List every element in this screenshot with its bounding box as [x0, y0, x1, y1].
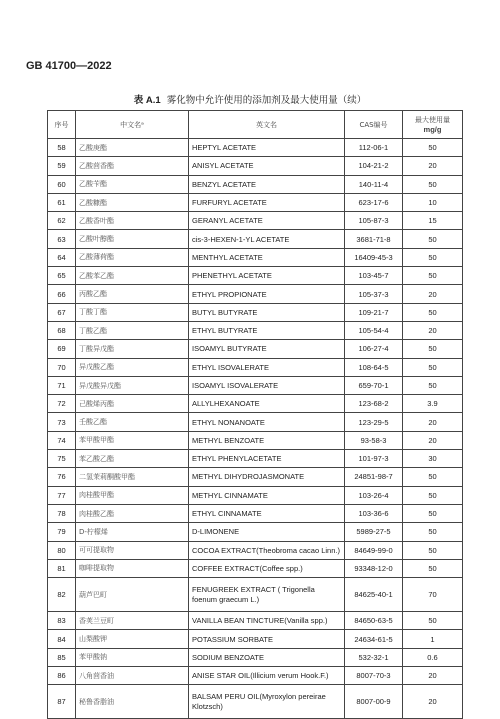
cell-no: 58 [48, 139, 76, 157]
cell-cas: 5989-27-5 [345, 523, 403, 541]
cell-max: 20 [403, 157, 463, 175]
cell-max: 50 [403, 303, 463, 321]
cell-cas: 140-11-4 [345, 175, 403, 193]
cell-max: 50 [403, 175, 463, 193]
cell-en: ETHYL CINNAMATE [189, 504, 345, 522]
cell-cn: 苯甲酸钠 [76, 648, 189, 666]
cell-max: 15 [403, 212, 463, 230]
cell-cas: 103-45-7 [345, 267, 403, 285]
cell-cas: 105-87-3 [345, 212, 403, 230]
column-header-no: 序号 [48, 111, 76, 139]
table-row [48, 139, 463, 157]
cell-max: 50 [403, 486, 463, 504]
table-row [48, 523, 463, 541]
standard-code: GB 41700—2022 [26, 60, 112, 72]
cell-no: 77 [48, 486, 76, 504]
cell-max: 30 [403, 450, 463, 468]
cell-en: ISOAMYL ISOVALERATE [189, 376, 345, 394]
cell-en: FENUGREEK EXTRACT ( Trigonella foenum graecum L.) [189, 578, 345, 612]
cell-cas: 8007-70-3 [345, 667, 403, 685]
cell-cn: 葫芦巴町 [76, 578, 189, 612]
cell-en: METHYL BENZOATE [189, 431, 345, 449]
cell-no: 74 [48, 431, 76, 449]
cell-max: 10 [403, 193, 463, 211]
cell-en: ETHYL ISOVALERATE [189, 358, 345, 376]
cell-en: cis-3-HEXEN-1-YL ACETATE [189, 230, 345, 248]
cell-max: 50 [403, 541, 463, 559]
cell-no: 67 [48, 303, 76, 321]
table-row [48, 541, 463, 559]
cell-cas: 93348-12-0 [345, 559, 403, 577]
cell-en: FURFURYL ACETATE [189, 193, 345, 211]
cell-cn: 异戊酸异戊酯 [76, 376, 189, 394]
cell-no: 69 [48, 340, 76, 358]
cell-max: 50 [403, 139, 463, 157]
cell-cn: 乙酸庚酯 [76, 139, 189, 157]
cell-max: 50 [403, 468, 463, 486]
table-body [48, 139, 463, 719]
cell-en: BALSAM PERU OIL(Myroxylon pereirae Klotzsch) [189, 685, 345, 719]
additives-table [47, 110, 463, 719]
cell-no: 87 [48, 685, 76, 719]
table-title: 雾化物中允许使用的添加剂及最大使用量（续） [166, 95, 367, 106]
cell-max: 20 [403, 667, 463, 685]
table-row [48, 230, 463, 248]
cell-no: 84 [48, 630, 76, 648]
cell-max: 50 [403, 248, 463, 266]
cell-no: 63 [48, 230, 76, 248]
cell-cn: 苯乙酸乙酯 [76, 450, 189, 468]
cell-en: MENTHYL ACETATE [189, 248, 345, 266]
cell-en: COFFEE EXTRACT(Coffee spp.) [189, 559, 345, 577]
table-row [48, 175, 463, 193]
cell-no: 64 [48, 248, 76, 266]
column-header-max-label: 最大使用量 [415, 116, 450, 124]
cell-no: 82 [48, 578, 76, 612]
column-header-max-unit: mg/g [423, 125, 442, 134]
column-header-cas: CAS编号 [345, 111, 403, 139]
cell-cas: 123-29-5 [345, 413, 403, 431]
cell-cn: 乙酸苯乙酯 [76, 267, 189, 285]
cell-cn: 乙酸苄酯 [76, 175, 189, 193]
table-header-row [48, 111, 463, 139]
cell-max: 20 [403, 321, 463, 339]
cell-en: ISOAMYL BUTYRATE [189, 340, 345, 358]
cell-no: 83 [48, 612, 76, 630]
cell-en: ALLYLHEXANOATE [189, 395, 345, 413]
cell-max: 3.9 [403, 395, 463, 413]
cell-en: ETHYL BUTYRATE [189, 321, 345, 339]
cell-no: 65 [48, 267, 76, 285]
cell-cn: 己酸烯丙酯 [76, 395, 189, 413]
table-row [48, 248, 463, 266]
table-row [48, 667, 463, 685]
cell-en: POTASSIUM SORBATE [189, 630, 345, 648]
cell-no: 85 [48, 648, 76, 666]
cell-cn: 二氢茉莉酮酸甲酯 [76, 468, 189, 486]
table-row [48, 468, 463, 486]
cell-cn: 肉桂酸乙酯 [76, 504, 189, 522]
cell-max: 20 [403, 685, 463, 719]
table-row [48, 303, 463, 321]
cell-no: 72 [48, 395, 76, 413]
cell-no: 79 [48, 523, 76, 541]
cell-en: SODIUM BENZOATE [189, 648, 345, 666]
cell-cas: 105-54-4 [345, 321, 403, 339]
cell-en: HEPTYL ACETATE [189, 139, 345, 157]
cell-no: 61 [48, 193, 76, 211]
table-row [48, 578, 463, 612]
table-row [48, 193, 463, 211]
cell-no: 70 [48, 358, 76, 376]
cell-cas: 24851-98-7 [345, 468, 403, 486]
cell-no: 71 [48, 376, 76, 394]
table-row [48, 157, 463, 175]
cell-cn: 壬酸乙酯 [76, 413, 189, 431]
cell-no: 73 [48, 413, 76, 431]
table-row [48, 413, 463, 431]
cell-max: 0.6 [403, 648, 463, 666]
cell-cn: 丙酸乙酯 [76, 285, 189, 303]
cell-cn: 乙酸茴香酯 [76, 157, 189, 175]
cell-cas: 103-26-4 [345, 486, 403, 504]
cell-cas: 105-37-3 [345, 285, 403, 303]
cell-no: 76 [48, 468, 76, 486]
cell-cn: 山梨酸钾 [76, 630, 189, 648]
cell-cas: 93-58-3 [345, 431, 403, 449]
table-caption [0, 92, 500, 106]
cell-cn: 丁酸异戊酯 [76, 340, 189, 358]
column-header-cn: 中文名ᵃ [76, 111, 189, 139]
table-row [48, 395, 463, 413]
cell-cas: 104-21-2 [345, 157, 403, 175]
table-row [48, 285, 463, 303]
table-number: 表 A.1 [133, 95, 161, 106]
cell-max: 50 [403, 340, 463, 358]
cell-cas: 16409-45-3 [345, 248, 403, 266]
table-row [48, 648, 463, 666]
table-row [48, 559, 463, 577]
cell-cas: 532-32-1 [345, 648, 403, 666]
cell-no: 62 [48, 212, 76, 230]
cell-cn: 丁酸丁酯 [76, 303, 189, 321]
cell-cn: 肉桂酸甲酯 [76, 486, 189, 504]
cell-max: 50 [403, 230, 463, 248]
cell-max: 50 [403, 523, 463, 541]
cell-cas: 106-27-4 [345, 340, 403, 358]
column-header-en: 英文名 [189, 111, 345, 139]
cell-cas: 84650-63-5 [345, 612, 403, 630]
cell-no: 80 [48, 541, 76, 559]
cell-cn: 香荚兰豆町 [76, 612, 189, 630]
cell-cas: 623-17-6 [345, 193, 403, 211]
cell-max: 50 [403, 504, 463, 522]
cell-cn: D-柠檬烯 [76, 523, 189, 541]
cell-en: ETHYL PROPIONATE [189, 285, 345, 303]
table-row [48, 321, 463, 339]
cell-en: METHYL DIHYDROJASMONATE [189, 468, 345, 486]
cell-max: 20 [403, 431, 463, 449]
cell-cas: 109-21-7 [345, 303, 403, 321]
cell-cn: 八角茴香油 [76, 667, 189, 685]
cell-cn: 秘鲁香脂油 [76, 685, 189, 719]
table-row [48, 212, 463, 230]
cell-no: 59 [48, 157, 76, 175]
cell-max: 50 [403, 559, 463, 577]
table-row [48, 486, 463, 504]
table-row [48, 504, 463, 522]
cell-en: METHYL CINNAMATE [189, 486, 345, 504]
cell-cn: 乙酸薄荷酯 [76, 248, 189, 266]
cell-cas: 101-97-3 [345, 450, 403, 468]
cell-max: 50 [403, 267, 463, 285]
table-row [48, 267, 463, 285]
cell-cn: 咖啡提取物 [76, 559, 189, 577]
cell-en: COCOA EXTRACT(Theobroma cacao Linn.) [189, 541, 345, 559]
cell-cas: 8007-00-9 [345, 685, 403, 719]
table-row [48, 376, 463, 394]
cell-en: PHENETHYL ACETATE [189, 267, 345, 285]
cell-cas: 659-70-1 [345, 376, 403, 394]
cell-en: D-LIMONENE [189, 523, 345, 541]
cell-cn: 乙酸香叶酯 [76, 212, 189, 230]
table-row [48, 450, 463, 468]
cell-max: 50 [403, 376, 463, 394]
cell-cn: 乙酸糠酯 [76, 193, 189, 211]
table-row [48, 612, 463, 630]
cell-cas: 84625-40-1 [345, 578, 403, 612]
cell-no: 81 [48, 559, 76, 577]
cell-no: 78 [48, 504, 76, 522]
cell-cn: 异戊酸乙酯 [76, 358, 189, 376]
cell-en: VANILLA BEAN TINCTURE(Vanilla spp.) [189, 612, 345, 630]
cell-en: ANISE STAR OIL(Illicium verum Hook.F.) [189, 667, 345, 685]
cell-en: ANISYL ACETATE [189, 157, 345, 175]
cell-max: 50 [403, 358, 463, 376]
cell-cas: 103-36-6 [345, 504, 403, 522]
cell-cn: 可可提取物 [76, 541, 189, 559]
cell-max: 50 [403, 612, 463, 630]
cell-cn: 丁酸乙酯 [76, 321, 189, 339]
cell-cn: 乙酸叶醇酯 [76, 230, 189, 248]
cell-no: 66 [48, 285, 76, 303]
cell-cas: 112-06-1 [345, 139, 403, 157]
cell-no: 60 [48, 175, 76, 193]
table-row [48, 630, 463, 648]
cell-max: 1 [403, 630, 463, 648]
cell-en: GERANYL ACETATE [189, 212, 345, 230]
cell-no: 86 [48, 667, 76, 685]
cell-max: 20 [403, 285, 463, 303]
cell-en: ETHYL NONANOATE [189, 413, 345, 431]
table-row [48, 340, 463, 358]
cell-cas: 108-64-5 [345, 358, 403, 376]
cell-cas: 84649-99-0 [345, 541, 403, 559]
cell-cn: 苯甲酸甲酯 [76, 431, 189, 449]
table-row [48, 358, 463, 376]
cell-en: BENZYL ACETATE [189, 175, 345, 193]
cell-max: 70 [403, 578, 463, 612]
cell-en: ETHYL PHENYLACETATE [189, 450, 345, 468]
cell-no: 68 [48, 321, 76, 339]
cell-en: BUTYL BUTYRATE [189, 303, 345, 321]
table-row [48, 431, 463, 449]
table-row [48, 685, 463, 719]
cell-cas: 3681-71-8 [345, 230, 403, 248]
cell-cas: 24634-61-5 [345, 630, 403, 648]
cell-cas: 123-68-2 [345, 395, 403, 413]
column-header-max [403, 111, 463, 139]
cell-no: 75 [48, 450, 76, 468]
cell-max: 20 [403, 413, 463, 431]
